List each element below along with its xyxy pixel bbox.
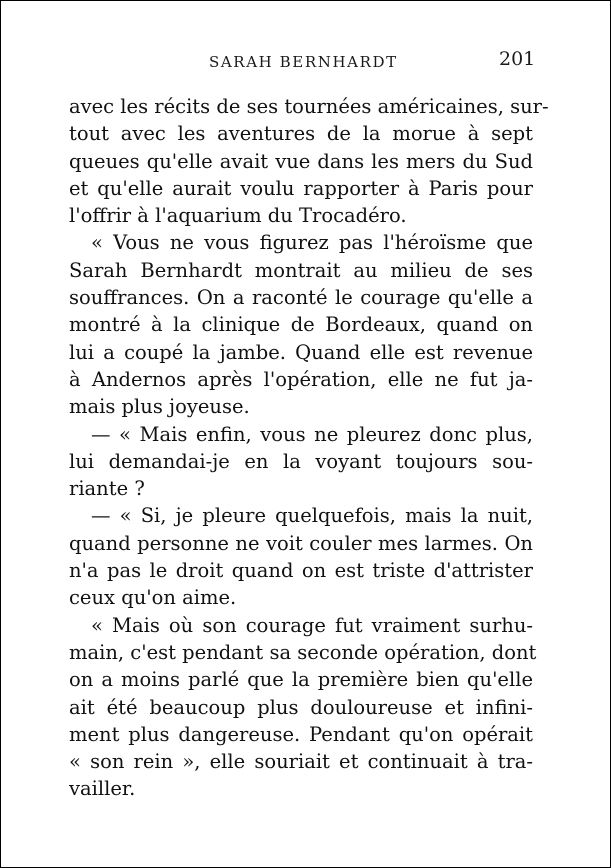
text-line: quand personne ne voit couler mes larmes. On	[69, 531, 533, 555]
text-line: « son rein », elle souriait et continuait à tra-	[69, 750, 533, 774]
paragraph-4	[69, 502, 533, 611]
running-head: SARAH BERNHARDT	[209, 53, 398, 71]
text-line: ment plus dangereuse. Pendant qu'on opérait	[69, 722, 533, 746]
text-line: on a moins parlé que la première bien qu'elle	[69, 668, 533, 692]
paragraph-2	[69, 229, 533, 420]
text-line: lui demandai-je en la voyant toujours sou-	[69, 449, 533, 473]
body-text	[69, 93, 549, 803]
text-line: à Andernos après l'opération, elle ne fut ja-	[69, 367, 533, 391]
text-line: ait été beaucoup plus douloureuse et infini-	[69, 695, 533, 719]
paragraph-5	[69, 612, 537, 803]
text-line: avec les récits de ses tournées américaines, sur-	[69, 95, 549, 118]
text-line: — « Si, je pleure quelquefois, mais la nuit,	[91, 504, 533, 528]
paragraph-1	[69, 93, 549, 229]
text-line: souffrances. On a raconté le courage qu'elle a	[69, 286, 533, 310]
text-line: montré à la clinique de Bordeaux, quand on	[69, 313, 533, 337]
text-line: lui a coupé la jambe. Quand elle est revenue	[69, 340, 533, 364]
text-line: mais plus joyeuse.	[69, 395, 250, 419]
text-line: n'a pas le droit quand on est triste d'attrister	[69, 559, 533, 583]
paragraph-3	[69, 421, 533, 503]
text-line: queues qu'elle avait vue dans les mers du Sud	[69, 149, 533, 173]
page-number: 201	[499, 48, 536, 70]
text-line: ceux qu'on aime.	[69, 586, 237, 610]
text-line: Sarah Bernhardt montrait au milieu de ses	[69, 258, 533, 282]
text-line: tout avec les aventures de la morue à sept	[69, 122, 533, 146]
text-line: et qu'elle aurait voulu rapporter à Paris pour	[69, 176, 533, 200]
text-line: l'offrir à l'aquarium du Trocadéro.	[69, 204, 407, 228]
text-line: riante ?	[69, 477, 145, 501]
text-line: « Mais où son courage fut vraiment surhu-	[91, 613, 533, 637]
text-line: vailler.	[69, 777, 136, 801]
text-line: « Vous ne vous figurez pas l'héroïsme que	[91, 231, 533, 255]
text-line: — « Mais enfin, vous ne pleurez donc plus,	[91, 422, 533, 446]
text-line: main, c'est pendant sa seconde opération, dont	[69, 640, 537, 664]
